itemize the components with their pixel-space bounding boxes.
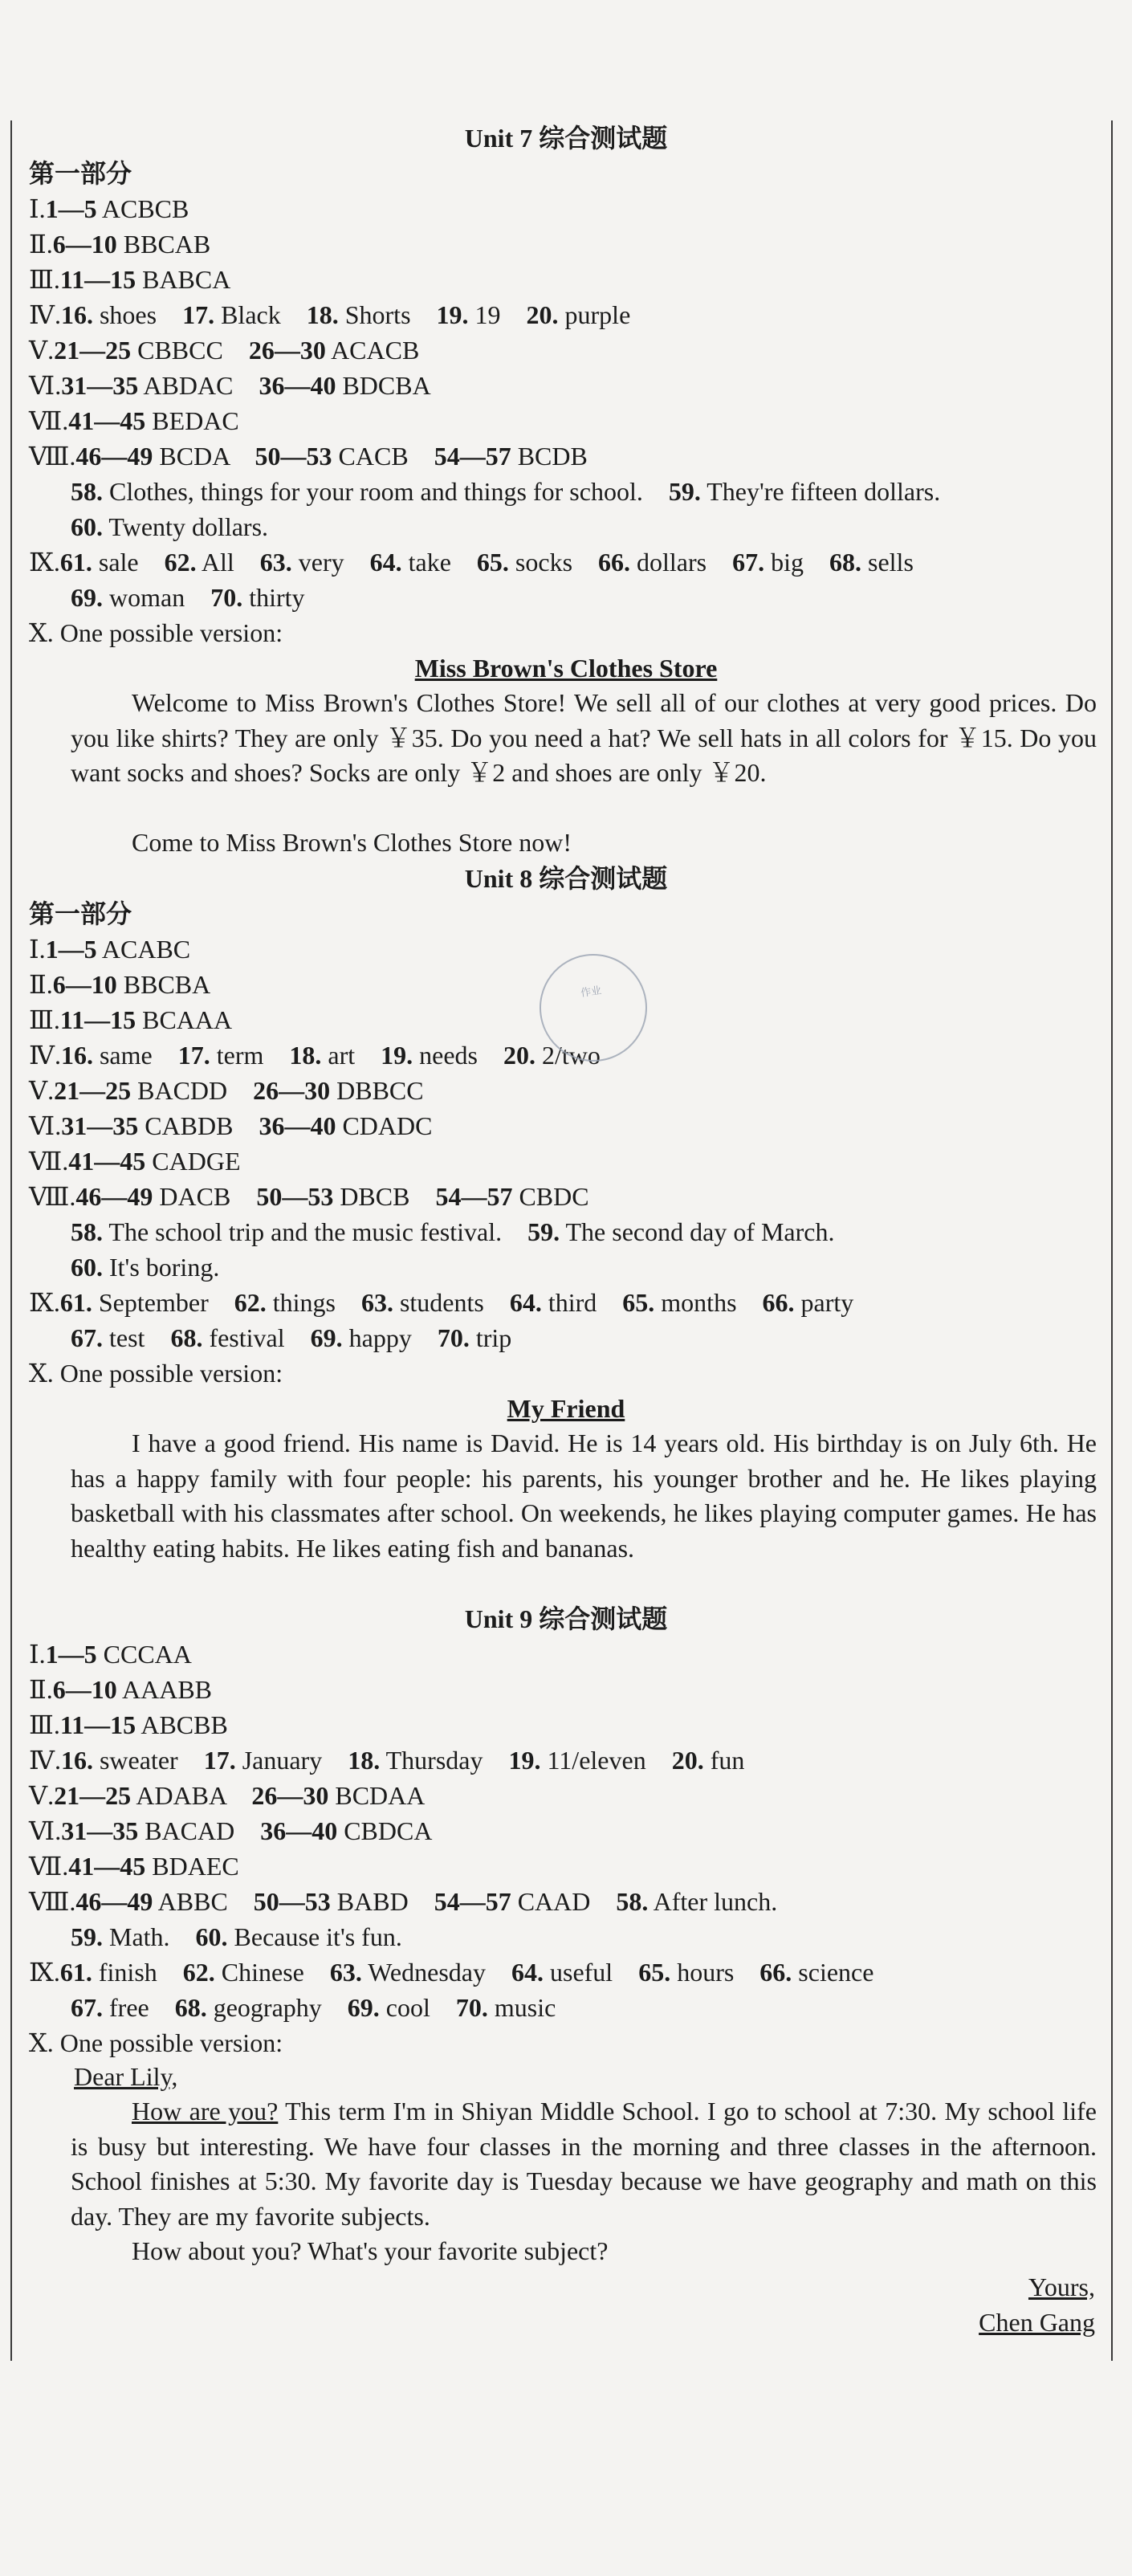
unit8-answer-line bbox=[29, 967, 210, 1002]
answer-segment: test bbox=[103, 1323, 171, 1352]
answer-segment: 31—35 bbox=[61, 1816, 139, 1845]
answer-segment: sale bbox=[92, 548, 165, 577]
answer-segment: 6—10 bbox=[52, 970, 117, 999]
answer-segment: Ⅸ. bbox=[29, 1958, 60, 1987]
letter-question: How about you? What's your favorite subject? bbox=[132, 2236, 609, 2265]
answer-segment: Ⅳ. bbox=[29, 300, 61, 329]
answer-segment: BCAAA bbox=[136, 1005, 233, 1034]
unit8-essay-paragraph: I have a good friend. His name is David. He is 14 years old. His birthday is on July 6th. He has a happy family with four people: his parents, his younger brother and he. He likes playing basketball with his classmates after school. On weekends, he likes playing computer games. He has healthy eating habits. He likes eating fish and bananas. bbox=[71, 1429, 1097, 1563]
answer-segment: very bbox=[291, 548, 370, 577]
answer-segment: CBDCA bbox=[337, 1816, 433, 1845]
answer-segment: 19. bbox=[436, 300, 469, 329]
answer-segment: Ⅹ. One possible version: bbox=[29, 2028, 283, 2057]
answer-segment: needs bbox=[413, 1041, 503, 1070]
answer-segment: Black bbox=[214, 300, 307, 329]
answer-segment: 50—53 bbox=[256, 1182, 334, 1211]
answer-segment: AAABB bbox=[116, 1675, 212, 1704]
answer-segment: 46—49 bbox=[75, 1887, 153, 1916]
answer-segment: 68. bbox=[829, 548, 861, 577]
unit7-answer-line bbox=[29, 544, 914, 580]
answer-segment: DBBCC bbox=[330, 1076, 424, 1105]
answer-segment: 68. bbox=[170, 1323, 203, 1352]
unit7-title: Unit 7 综合测试题 bbox=[464, 124, 668, 153]
answer-segment: months bbox=[654, 1288, 763, 1317]
answer-segment: 18. bbox=[306, 300, 339, 329]
answer-segment: shoes bbox=[92, 300, 183, 329]
answer-segment: BABCA bbox=[136, 265, 231, 294]
answer-segment: They're fifteen dollars. bbox=[700, 477, 941, 506]
answer-segment: Wednesday bbox=[361, 1958, 511, 1987]
answer-segment: 61. bbox=[59, 1288, 92, 1317]
answer-segment: It's boring. bbox=[103, 1253, 220, 1282]
answer-segment: ACACB bbox=[325, 336, 420, 365]
answer-segment: 60. bbox=[71, 1253, 103, 1282]
answer-segment: Ⅴ. bbox=[29, 336, 55, 365]
answer-segment: useful bbox=[543, 1958, 639, 1987]
unit9-answer-line bbox=[29, 1672, 212, 1707]
unit7-answer-line bbox=[29, 403, 239, 438]
answer-segment: Shorts bbox=[338, 300, 437, 329]
answer-segment: Ⅷ. bbox=[29, 442, 76, 471]
answer-segment: BACDD bbox=[131, 1076, 254, 1105]
answer-segment: Ⅵ. bbox=[29, 371, 62, 400]
answer-segment: Ⅹ. One possible version: bbox=[29, 1359, 283, 1388]
answer-segment: purple bbox=[558, 300, 631, 329]
unit7-answer-line bbox=[29, 368, 431, 403]
answer-segment: Ⅸ. bbox=[29, 548, 60, 577]
unit7-answer-line bbox=[29, 615, 283, 650]
answer-segment: Clothes, things for your room and things for school. bbox=[103, 477, 669, 506]
answer-segment: same bbox=[92, 1041, 178, 1070]
answer-segment: BCDB bbox=[511, 442, 588, 471]
unit7-answer-line bbox=[29, 226, 210, 262]
unit8-answer-line bbox=[29, 1285, 853, 1320]
answer-segment: September bbox=[92, 1288, 234, 1317]
unit8-answer-line bbox=[29, 1179, 589, 1214]
unit7-answer-line bbox=[29, 191, 189, 226]
answer-segment: 61. bbox=[59, 1958, 92, 1987]
unit9-answer-line bbox=[29, 1742, 744, 1778]
unit9-answer-line bbox=[29, 1636, 192, 1672]
answer-segment: students bbox=[393, 1288, 510, 1317]
answer-segment: 18. bbox=[348, 1746, 381, 1775]
answer-segment: 26—30 bbox=[248, 336, 326, 365]
answer-segment: 54—57 bbox=[434, 442, 511, 471]
unit8-part-label: 第一部分 bbox=[29, 899, 132, 928]
answer-segment: 6—10 bbox=[52, 230, 117, 259]
answer-segment: 65. bbox=[638, 1958, 671, 1987]
answer-segment: 1—5 bbox=[45, 935, 97, 964]
answer-segment: BBCAB bbox=[116, 230, 211, 259]
answer-segment: 18. bbox=[289, 1041, 322, 1070]
answer-segment: ACBCB bbox=[96, 194, 189, 223]
answer-segment: 66. bbox=[598, 548, 631, 577]
answer-segment: 19. bbox=[508, 1746, 541, 1775]
answer-segment: Ⅳ. bbox=[29, 1041, 61, 1070]
answer-segment: BDCBA bbox=[336, 371, 431, 400]
answer-segment: BBCBA bbox=[116, 970, 211, 999]
unit9-answer-line bbox=[29, 1954, 873, 1990]
unit7-answer-line bbox=[71, 474, 940, 509]
answer-segment: 62. bbox=[234, 1288, 267, 1317]
answer-segment: sells bbox=[861, 548, 914, 577]
answer-segment: 36—40 bbox=[259, 371, 336, 400]
answer-segment: 16. bbox=[60, 300, 93, 329]
answer-segment: 61. bbox=[59, 548, 92, 577]
answer-segment: 69. bbox=[71, 583, 103, 612]
answer-segment: 54—57 bbox=[434, 1887, 511, 1916]
homework-stamp: 作业 bbox=[532, 947, 654, 1068]
answer-segment: 50—53 bbox=[254, 442, 332, 471]
answer-segment: music bbox=[487, 1993, 556, 2022]
answer-segment: free bbox=[103, 1993, 175, 2022]
answer-segment: CCCAA bbox=[96, 1640, 192, 1669]
answer-segment: 70. bbox=[437, 1323, 470, 1352]
answer-segment: 17. bbox=[177, 1041, 210, 1070]
answer-segment: 17. bbox=[182, 300, 215, 329]
answer-segment: DBCB bbox=[333, 1182, 436, 1211]
answer-segment: ABBC bbox=[153, 1887, 254, 1916]
answer-segment: 65. bbox=[622, 1288, 655, 1317]
unit9-answer-line bbox=[29, 2025, 283, 2060]
answer-segment: Because it's fun. bbox=[227, 1922, 402, 1951]
answer-segment: CAAD bbox=[511, 1887, 617, 1916]
answer-segment: Ⅶ. bbox=[29, 1147, 69, 1176]
answer-segment: cool bbox=[379, 1993, 456, 2022]
letter-opening: How are you? bbox=[132, 2097, 279, 2126]
answer-segment: 62. bbox=[164, 548, 197, 577]
unit8-answer-line bbox=[29, 1002, 232, 1037]
answer-segment: 19 bbox=[468, 300, 527, 329]
answer-segment: 21—25 bbox=[54, 1781, 132, 1810]
answer-segment: 62. bbox=[182, 1958, 215, 1987]
answer-segment: woman bbox=[103, 583, 211, 612]
answer-segment: science bbox=[792, 1958, 874, 1987]
answer-segment: Ⅹ. One possible version: bbox=[29, 618, 283, 647]
answer-segment: Ⅱ. bbox=[29, 1675, 53, 1704]
answer-segment: All bbox=[196, 548, 260, 577]
letter-paragraph bbox=[71, 2094, 1097, 2234]
answer-segment: 67. bbox=[71, 1323, 103, 1352]
answer-segment: fun bbox=[703, 1746, 745, 1775]
answer-segment: DACB bbox=[153, 1182, 257, 1211]
unit8-answer-line bbox=[29, 1143, 241, 1179]
answer-segment: ADABA bbox=[131, 1781, 252, 1810]
answer-segment: Ⅵ. bbox=[29, 1816, 62, 1845]
answer-segment: Ⅸ. bbox=[29, 1288, 60, 1317]
answer-segment: 63. bbox=[259, 548, 292, 577]
answer-segment: 26—30 bbox=[251, 1781, 329, 1810]
answer-segment: Ⅱ. bbox=[29, 230, 53, 259]
answer-segment: Math. bbox=[103, 1922, 196, 1951]
answer-segment: 58. bbox=[71, 1217, 103, 1246]
answer-segment: The school trip and the music festival. bbox=[103, 1217, 528, 1246]
answer-segment: finish bbox=[92, 1958, 183, 1987]
answer-segment: Ⅱ. bbox=[29, 970, 53, 999]
unit8-answer-line bbox=[29, 1108, 432, 1143]
answer-segment: BDAEC bbox=[145, 1852, 239, 1881]
answer-segment: Thursday bbox=[380, 1746, 509, 1775]
answer-segment: 60. bbox=[71, 512, 103, 541]
answer-segment: 31—35 bbox=[61, 371, 139, 400]
letter-body: This term I'm in Shiyan Middle School. I go to school at 7:30. My school life is busy but interesting. We have four classes in the morning and three classes in the afternoon. School finishes at 5:30. My favorite day is Tuesday because we have geography and math on this day. They are my favorite subjects. bbox=[71, 2097, 1097, 2231]
unit7-answer-line bbox=[29, 332, 419, 368]
answer-segment: 58. bbox=[71, 477, 103, 506]
answer-segment: happy bbox=[342, 1323, 438, 1352]
answer-segment: CADGE bbox=[145, 1147, 241, 1176]
answer-segment: Ⅶ. bbox=[29, 1852, 69, 1881]
answer-segment: 46—49 bbox=[75, 1182, 153, 1211]
unit8-answer-line bbox=[71, 1249, 219, 1285]
answer-segment: 63. bbox=[329, 1958, 362, 1987]
unit7-answer-line bbox=[29, 438, 588, 474]
answer-segment: 11/eleven bbox=[540, 1746, 672, 1775]
unit9-answer-line bbox=[71, 1990, 556, 2025]
unit7-answer-line bbox=[29, 297, 630, 332]
unit7-answer-line bbox=[71, 509, 268, 544]
unit8-title: Unit 8 综合测试题 bbox=[464, 864, 668, 893]
answer-segment: 21—25 bbox=[54, 1076, 132, 1105]
answer-segment: 21—25 bbox=[54, 336, 132, 365]
answer-segment: 59. bbox=[527, 1217, 560, 1246]
answer-segment: Ⅰ. bbox=[29, 1640, 46, 1669]
unit8-essay-title: My Friend bbox=[507, 1394, 625, 1423]
answer-segment: 59. bbox=[668, 477, 701, 506]
answer-segment: Ⅰ. bbox=[29, 935, 46, 964]
answer-segment: 16. bbox=[60, 1041, 93, 1070]
answer-segment: 58. bbox=[616, 1887, 649, 1916]
answer-segment: big bbox=[764, 548, 829, 577]
answer-segment: 64. bbox=[369, 548, 402, 577]
answer-segment: 70. bbox=[210, 583, 243, 612]
unit7-essay-closing: Come to Miss Brown's Clothes Store now! bbox=[132, 828, 572, 857]
answer-segment: 1—5 bbox=[45, 194, 97, 223]
answer-segment: 65. bbox=[476, 548, 509, 577]
unit8-answer-line bbox=[29, 931, 190, 967]
answer-segment: 63. bbox=[360, 1288, 393, 1317]
unit9-title: Unit 9 综合测试题 bbox=[464, 1604, 668, 1633]
answer-segment: CBDC bbox=[512, 1182, 589, 1211]
answer-segment: ABDAC bbox=[138, 371, 259, 400]
answer-segment: BCDA bbox=[153, 442, 255, 471]
right-column-rule bbox=[1111, 120, 1113, 2361]
answer-segment: dollars bbox=[630, 548, 733, 577]
answer-segment: socks bbox=[508, 548, 599, 577]
answer-segment: 11—15 bbox=[59, 1005, 136, 1034]
answer-segment: 69. bbox=[347, 1993, 380, 2022]
answer-segment: 41—45 bbox=[68, 406, 146, 435]
answer-segment: 64. bbox=[509, 1288, 542, 1317]
letter-greeting: Dear Lily, bbox=[74, 2062, 178, 2091]
answer-segment: festival bbox=[202, 1323, 311, 1352]
unit9-answer-line bbox=[71, 1919, 402, 1954]
answer-segment: Ⅲ. bbox=[29, 1005, 60, 1034]
answer-segment: BABD bbox=[330, 1887, 434, 1916]
answer-segment: 70. bbox=[455, 1993, 488, 2022]
answer-segment: CDADC bbox=[336, 1111, 433, 1140]
answer-segment: Ⅶ. bbox=[29, 406, 69, 435]
answer-segment: 46—49 bbox=[75, 442, 153, 471]
answer-segment: ACABC bbox=[96, 935, 191, 964]
unit7-answer-line bbox=[71, 580, 305, 615]
answer-segment: Ⅴ. bbox=[29, 1781, 55, 1810]
answer-segment: geography bbox=[206, 1993, 348, 2022]
unit9-answer-line bbox=[29, 1884, 777, 1919]
answer-segment: 20. bbox=[503, 1041, 535, 1070]
unit8-answer-line bbox=[71, 1320, 511, 1355]
answer-segment: Ⅵ. bbox=[29, 1111, 62, 1140]
unit9-answer-line bbox=[29, 1848, 239, 1884]
answer-segment: Ⅲ. bbox=[29, 1710, 60, 1739]
answer-segment: things bbox=[266, 1288, 361, 1317]
unit8-answer-line bbox=[29, 1037, 601, 1073]
answer-segment: 20. bbox=[526, 300, 559, 329]
answer-segment: art bbox=[321, 1041, 381, 1070]
unit8-answer-line bbox=[29, 1073, 424, 1108]
answer-segment: third bbox=[541, 1288, 623, 1317]
unit9-answer-line bbox=[29, 1778, 425, 1813]
answer-segment: 36—40 bbox=[260, 1816, 338, 1845]
answer-segment: 69. bbox=[310, 1323, 343, 1352]
answer-segment: BACAD bbox=[138, 1816, 261, 1845]
answer-segment: 11—15 bbox=[59, 265, 136, 294]
unit7-essay-paragraph: Welcome to Miss Brown's Clothes Store! We sell all of our clothes at very good prices. Do you like shirts? They are only ￥35. Do you need a hat? We sell hats in all colors for ￥15. Do you want socks and shoes? Socks are only ￥2 and shoes are only ￥20. bbox=[71, 688, 1097, 787]
unit8-answer-line bbox=[71, 1214, 834, 1249]
answer-segment: sweater bbox=[92, 1746, 204, 1775]
unit8-answer-line bbox=[29, 1355, 283, 1391]
answer-segment: 66. bbox=[759, 1958, 792, 1987]
letter-closing: Yours, bbox=[1028, 2272, 1095, 2301]
unit7-answer-line bbox=[29, 262, 230, 297]
answer-segment: Ⅰ. bbox=[29, 194, 46, 223]
answer-segment: Ⅳ. bbox=[29, 1746, 61, 1775]
answer-segment: 60. bbox=[195, 1922, 228, 1951]
answer-segment: 41—45 bbox=[68, 1147, 146, 1176]
answer-segment: term bbox=[210, 1041, 290, 1070]
answer-segment: 2/two bbox=[535, 1041, 601, 1070]
answer-segment: 1—5 bbox=[45, 1640, 97, 1669]
answer-segment: ABCBB bbox=[136, 1710, 228, 1739]
unit7-part-label: 第一部分 bbox=[29, 159, 132, 188]
answer-segment: January bbox=[235, 1746, 348, 1775]
left-column-rule bbox=[10, 120, 12, 2361]
letter-signature: Chen Gang bbox=[979, 2308, 1095, 2337]
answer-segment: trip bbox=[469, 1323, 512, 1352]
answer-segment: 68. bbox=[174, 1993, 207, 2022]
answer-segment: 20. bbox=[671, 1746, 704, 1775]
answer-segment: 36—40 bbox=[259, 1111, 336, 1140]
answer-segment: 19. bbox=[381, 1041, 413, 1070]
answer-segment: 54—57 bbox=[435, 1182, 513, 1211]
answer-segment: hours bbox=[670, 1958, 760, 1987]
answer-segment: 6—10 bbox=[52, 1675, 117, 1704]
answer-segment: CABDB bbox=[138, 1111, 259, 1140]
answer-segment: Ⅴ. bbox=[29, 1076, 55, 1105]
answer-segment: 66. bbox=[762, 1288, 795, 1317]
answer-segment: 31—35 bbox=[61, 1111, 139, 1140]
answer-segment: 59. bbox=[71, 1922, 103, 1951]
answer-segment: BCDAA bbox=[328, 1781, 426, 1810]
answer-segment: Chinese bbox=[214, 1958, 330, 1987]
answer-segment: party bbox=[794, 1288, 854, 1317]
answer-segment: 67. bbox=[71, 1993, 103, 2022]
answer-segment: BEDAC bbox=[145, 406, 239, 435]
answer-segment: 41—45 bbox=[68, 1852, 146, 1881]
answer-segment: 17. bbox=[203, 1746, 236, 1775]
answer-segment: The second day of March. bbox=[560, 1217, 835, 1246]
answer-segment: 26—30 bbox=[253, 1076, 331, 1105]
answer-segment: 16. bbox=[60, 1746, 93, 1775]
answer-segment: After lunch. bbox=[648, 1887, 778, 1916]
answer-segment: CACB bbox=[332, 442, 434, 471]
unit9-answer-line bbox=[29, 1707, 228, 1742]
answer-segment: 64. bbox=[511, 1958, 544, 1987]
answer-segment: take bbox=[401, 548, 477, 577]
answer-segment: Twenty dollars. bbox=[103, 512, 269, 541]
answer-segment: Ⅷ. bbox=[29, 1887, 76, 1916]
unit7-essay-title: Miss Brown's Clothes Store bbox=[414, 654, 718, 683]
answer-segment: 67. bbox=[732, 548, 765, 577]
answer-segment: CBBCC bbox=[131, 336, 249, 365]
answer-segment: Ⅲ. bbox=[29, 265, 60, 294]
answer-segment: thirty bbox=[242, 583, 305, 612]
unit9-answer-line bbox=[29, 1813, 432, 1848]
answer-segment: 11—15 bbox=[59, 1710, 136, 1739]
answer-segment: 50—53 bbox=[253, 1887, 331, 1916]
answer-segment: Ⅷ. bbox=[29, 1182, 76, 1211]
